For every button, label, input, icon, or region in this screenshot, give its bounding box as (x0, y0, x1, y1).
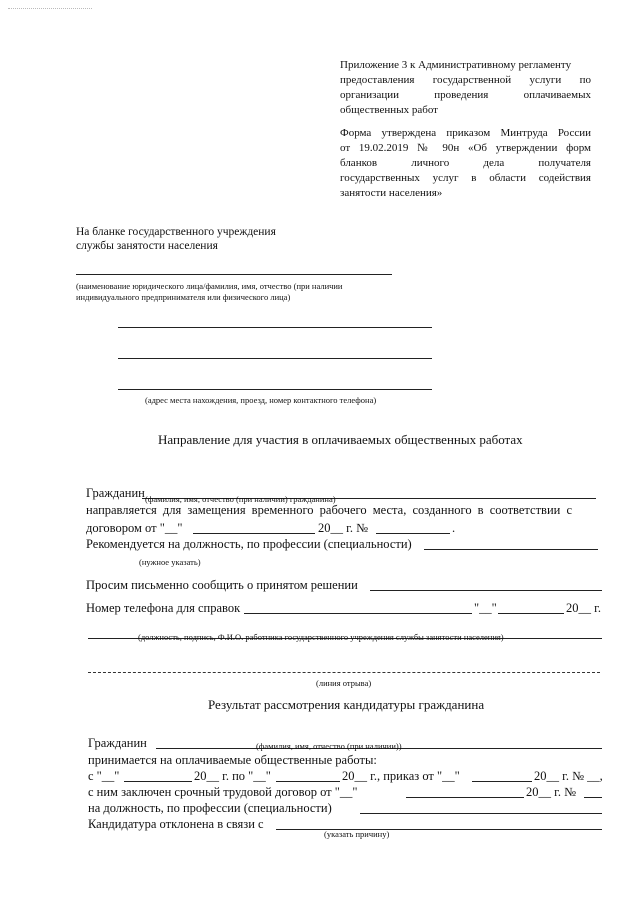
form-line-2: от 19.02.2019 № 90н «Об утверждении форм (340, 142, 591, 154)
scan-artifact (8, 8, 92, 9)
contract-year: 20__ г. № (318, 521, 369, 535)
phone-field[interactable] (244, 613, 472, 614)
address-field-3[interactable] (118, 389, 432, 390)
employer-caption-2: индивидуального предпринимателя или физического лица) (76, 292, 291, 302)
appendix-note (340, 58, 591, 118)
appendix-line-4: общественных работ (340, 104, 438, 116)
rejected-label: Кандидатура отклонена в связи с (88, 817, 264, 831)
contract2-number-field[interactable] (584, 797, 602, 798)
form-line-4: государственных услуг в области содействия (340, 172, 591, 184)
contract-number-field[interactable] (376, 533, 450, 534)
order-date-field[interactable] (472, 781, 532, 782)
contract2-date-field[interactable] (406, 797, 524, 798)
position2-label: на должность, по профессии (специальности) (88, 801, 332, 815)
signature-caption: (должность, подпись, Ф.И.О. работника государственного учреждения службы занятости населения) (138, 632, 504, 642)
blank-line-1: На бланке государственного учреждения (76, 226, 276, 238)
citizen2-caption: (фамилия, имя, отчество (при наличии)) (256, 741, 402, 751)
address-field-2[interactable] (118, 358, 432, 359)
citizen-label: Гражданин (86, 486, 145, 500)
accepted-text: принимается на оплачиваемые общественные работы: (88, 753, 377, 767)
citizen2-label: Гражданин (88, 736, 147, 750)
contract2-year: 20__ г. № (526, 785, 577, 799)
address-caption: (адрес места нахождения, проезд, номер контактного телефона) (145, 395, 377, 405)
contract-end: . (452, 521, 456, 535)
position2-field[interactable] (360, 813, 602, 814)
employer-caption-1: (наименование юридического лица/фамилия, имя, отчество (при наличии (76, 281, 343, 291)
appendix-line-1: Приложение 3 к Административному регламенту (340, 59, 572, 71)
period-year3: 20__ г. № __, (534, 769, 603, 783)
period-from-field[interactable] (124, 781, 192, 782)
form-line-1: Форма утверждена приказом Минтруда России (340, 127, 591, 139)
reason-caption: (указать причину) (324, 829, 390, 839)
directed-text: направляется для замещения временного рабочего места, созданного в соответствии с (86, 503, 572, 517)
request-label: Просим письменно сообщить о принятом решении (86, 578, 358, 592)
form-approval-note (340, 126, 591, 201)
period-year1: 20__ г. по "__" (194, 769, 271, 783)
address-field-1[interactable] (118, 327, 432, 328)
section1-title: Направление для участия в оплачиваемых общественных работах (158, 432, 523, 447)
contract-day-field[interactable] (193, 533, 315, 534)
appendix-line-3: организации проведения оплачиваемых (340, 89, 591, 101)
period-to-field[interactable] (276, 781, 340, 782)
phone-date-field[interactable] (498, 613, 564, 614)
form-line-5: занятости населения» (340, 187, 443, 199)
position-field[interactable] (424, 549, 598, 550)
position-label: Рекомендуется на должность, по профессии (специальности) (86, 537, 412, 551)
phone-date: "__" (474, 601, 497, 615)
appendix-line-2: предоставления государственной услуги по (340, 74, 591, 86)
section2-title: Результат рассмотрения кандидатуры гражданина (208, 697, 485, 712)
specify-caption: (нужное указать) (139, 557, 201, 567)
phone-label: Номер телефона для справок (86, 601, 241, 615)
contract2-label: с ним заключен срочный трудовой договор от "__" (88, 785, 358, 799)
form-line-3: бланков личного дела получателя (340, 157, 591, 169)
tear-line (88, 672, 600, 673)
period-from: с "__" (88, 769, 120, 783)
tear-line-caption: (линия отрыва) (316, 678, 372, 688)
phone-year: 20__ г. (566, 601, 601, 615)
blank-line-2: службы занятости населения (76, 240, 218, 252)
citizen-name-caption: (фамилия, имя, отчество (при наличии) гражданина) (145, 494, 336, 504)
request-field[interactable] (370, 590, 602, 591)
employer-field[interactable] (76, 274, 392, 275)
contract-prefix: договором от "__" (86, 521, 183, 535)
period-year2: 20__ г., приказ от "__" (342, 769, 460, 783)
